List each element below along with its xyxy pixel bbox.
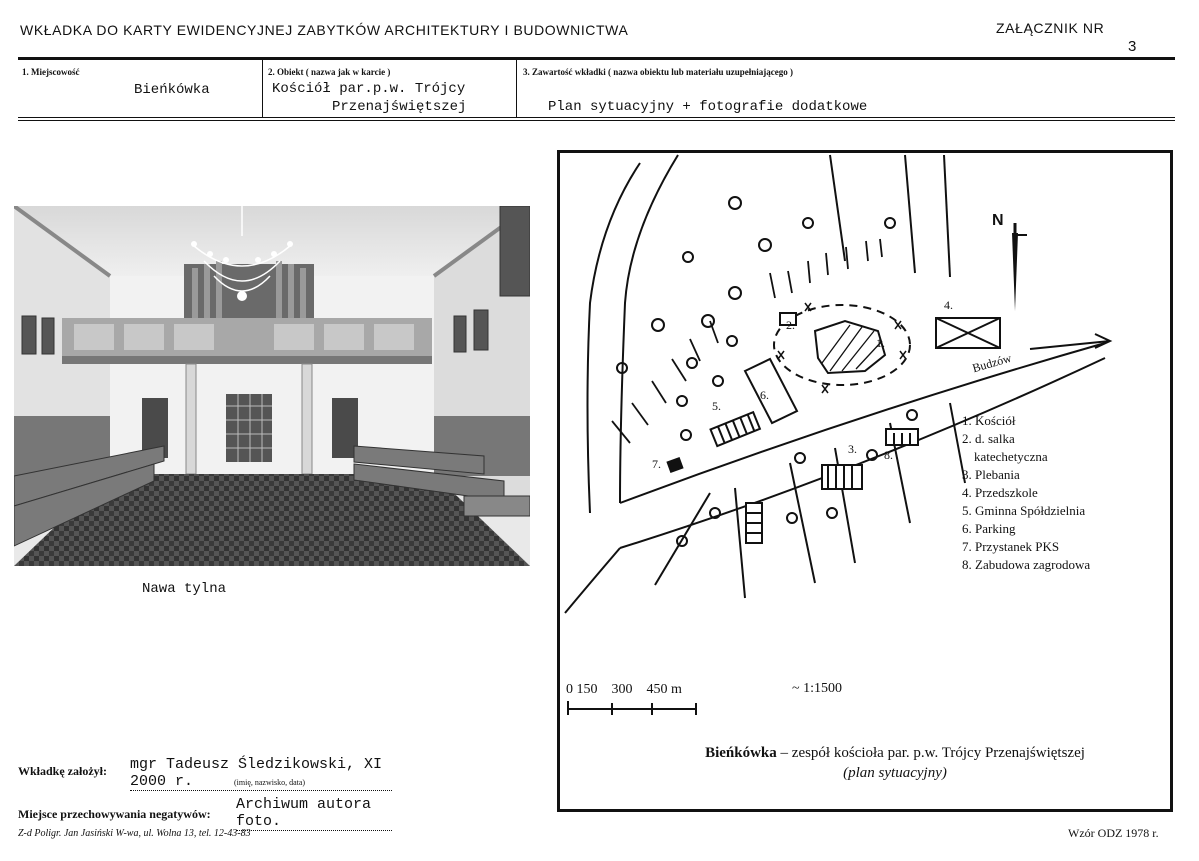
north-label: N bbox=[992, 212, 1004, 229]
building-1-label: 1. bbox=[876, 336, 885, 350]
fields-rule bbox=[18, 117, 1175, 118]
form-title: WKŁADKA DO KARTY EWIDENCYJNEJ ZABYTKÓW ARCHITEKTURY I BUDOWNICTWA bbox=[20, 22, 629, 38]
legend-item: 2. d. salka bbox=[962, 431, 1015, 446]
author-label: Wkładkę założył: bbox=[18, 764, 107, 778]
place-label: 1. Miejscowość bbox=[22, 67, 80, 77]
building-3-label: 3. bbox=[848, 442, 857, 456]
building-2-label: 2. bbox=[786, 318, 795, 332]
object-label: 2. Obiekt ( nazwa jak w karcie ) bbox=[268, 67, 391, 77]
scale-numbers: 0 150 300 450 m bbox=[566, 682, 682, 697]
header-rule bbox=[18, 57, 1175, 60]
legend-item: katechetyczna bbox=[974, 449, 1048, 464]
author-hint: (imię, nazwisko, data) bbox=[234, 778, 306, 787]
form-template: Wzór ODZ 1978 r. bbox=[1068, 826, 1159, 840]
map-title bbox=[640, 743, 1150, 783]
object-value-line1: Kościół par.p.w. Trójcy bbox=[272, 81, 466, 97]
object-value-line2: Przenajświętszej bbox=[332, 99, 467, 115]
content-label: 3. Zawartość wkładki ( nazwa obiektu lub materiału uzupełniającego ) bbox=[523, 67, 794, 77]
building-7-label: 7. bbox=[652, 457, 661, 471]
legend-item: 6. Parking bbox=[962, 521, 1016, 536]
road-label: Budzów bbox=[970, 350, 1014, 376]
legend-item: 8. Zabudowa zagrodowa bbox=[962, 557, 1091, 572]
building-4-label: 4. bbox=[944, 298, 953, 312]
map-title-place: Bieńkówka bbox=[705, 745, 777, 761]
content-value: Plan sytuacyjny + fotografie dodatkowe bbox=[548, 99, 868, 115]
map-subtitle: (plan sytuacyjny) bbox=[843, 765, 947, 781]
legend-item: 5. Gminna Spółdzielnia bbox=[962, 503, 1086, 518]
attachment-label: ZAŁĄCZNIK NR bbox=[996, 20, 1105, 36]
storage-label: Miejsce przechowywania negatywów: bbox=[18, 807, 211, 821]
field-divider bbox=[262, 60, 263, 118]
legend-item: 3. Plebania bbox=[962, 467, 1020, 482]
map-title-text: – zespół kościoła par. p.w. Trójcy Przenajświętszej bbox=[776, 745, 1085, 761]
legend-item: 4. Przedszkole bbox=[962, 485, 1038, 500]
building-5-label: 5. bbox=[712, 399, 721, 413]
author-value: mgr Tadeusz Śledzikowski, XI 2000 r. bbox=[130, 756, 392, 791]
building-8-label: 8. bbox=[884, 448, 893, 462]
building-6-label: 6. bbox=[760, 388, 769, 402]
place-value: Bieńkówka bbox=[134, 82, 210, 98]
photo-caption: Nawa tylna bbox=[142, 581, 227, 597]
attachment-number: 3 bbox=[1128, 38, 1137, 55]
church-interior-photo bbox=[14, 206, 530, 566]
scale-ratio: ~ 1:1500 bbox=[792, 681, 842, 696]
fields-rule bbox=[18, 120, 1175, 121]
printer-info: Z-d Poligr. Jan Jasiński W-wa, ul. Wolna 13, tel. 12-43-83 bbox=[18, 828, 251, 839]
legend-item: 7. Przystanek PKS bbox=[962, 539, 1060, 554]
map-legend bbox=[962, 412, 1090, 574]
legend-item: 1. Kościół bbox=[962, 413, 1016, 428]
field-divider bbox=[516, 60, 517, 118]
storage-value: Archiwum autora foto. bbox=[236, 796, 392, 831]
